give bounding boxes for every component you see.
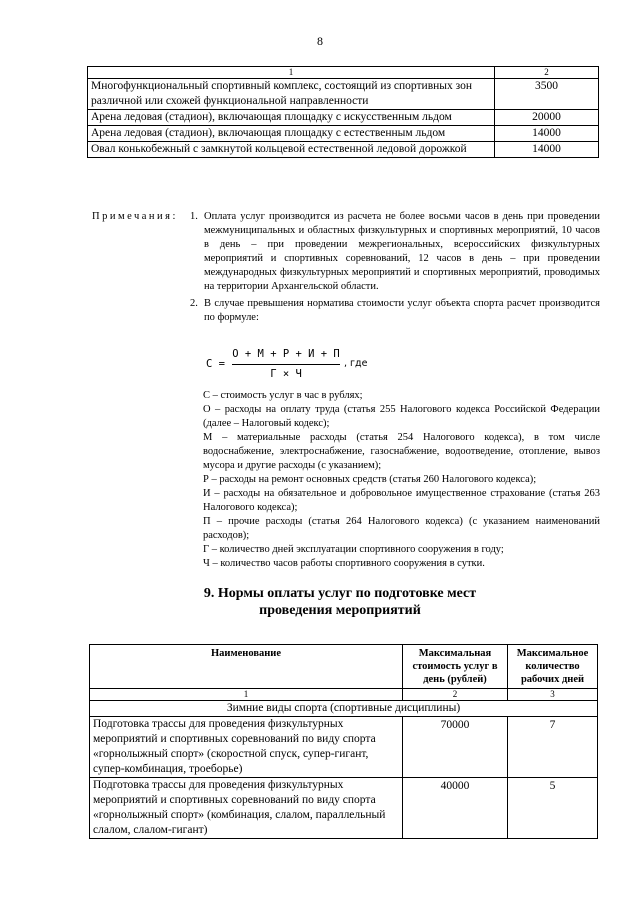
notes-label: Примечания: (92, 211, 178, 222)
service-days: 5 (508, 778, 598, 839)
table-row (90, 717, 598, 778)
formula-numerator: О + М + Р + И + П (232, 348, 340, 360)
column-number-1: 1 (90, 689, 403, 701)
definition-item: С – стоимость услуг в час в рублях; (203, 390, 363, 401)
facility-value: 14000 (495, 142, 599, 158)
formula-definitions (203, 389, 600, 571)
cost-formula (206, 348, 446, 381)
facility-name: Арена ледовая (стадион), включающая площадку с естественным льдом (88, 126, 495, 142)
definition-item: И – расходы на обязательное и добровольное имущественное страхование (статья 263 Налогового кодекса); (203, 488, 600, 513)
column-number-2: 2 (495, 67, 599, 79)
formula-denominator: Г × Ч (270, 368, 302, 380)
definition-item: Р – расходы на ремонт основных средств (статья 260 Налогового кодекса); (203, 474, 537, 485)
formula-tail: , где (344, 358, 368, 369)
service-name: Подготовка трассы для проведения физкультурных мероприятий и спортивных соревнований по виду спорта «горнолыжный спорт» (скоростной спуск, супер-гигант, супер-комбинация, троеборье) (90, 717, 403, 778)
note-number: 1. (190, 211, 198, 222)
header-days: Максимальное количество рабочих дней (508, 645, 598, 689)
facility-value: 3500 (495, 79, 599, 110)
page-number: 8 (317, 34, 323, 48)
note-item (190, 297, 600, 325)
definition-item: П – прочие расходы (статья 264 Налогового кодекса) (с указанием наименований расходов); (203, 516, 600, 541)
facility-name: Многофункциональный спортивный комплекс, состоящий из спортивных зон различной или схожей функциональной направленности (88, 79, 495, 110)
formula-lhs: С = (206, 358, 225, 370)
group-title: Зимние виды спорта (спортивные дисциплины) (90, 701, 598, 717)
column-numbers-row (90, 689, 598, 701)
service-cost: 70000 (403, 717, 508, 778)
facility-value: 14000 (495, 126, 599, 142)
facility-name: Овал конькобежный с замкнутой кольцевой естественной ледовой дорожкой (88, 142, 495, 158)
table-row (88, 110, 599, 126)
note-item (190, 210, 600, 294)
group-row (90, 701, 598, 717)
service-cost: 40000 (403, 778, 508, 839)
facility-name: Арена ледовая (стадион), включающая площадку с искусственным льдом (88, 110, 495, 126)
table-row (90, 778, 598, 839)
definition-item: Г – количество дней эксплуатации спортивного сооружения в году; (203, 544, 504, 555)
table-row (88, 126, 599, 142)
notes-list (190, 210, 600, 325)
section-title (140, 585, 540, 619)
note-text: В случае превышения норматива стоимости услуг объекта спорта расчет производится по формуле: (204, 298, 600, 323)
section-title-line: 9. Нормы оплаты услуг по подготовке мест (203, 586, 477, 601)
definition-item: Ч – количество часов работы спортивного сооружения в сутки. (203, 558, 485, 569)
section-title-line: проведения мероприятий (259, 603, 421, 618)
column-number-3: 3 (508, 689, 598, 701)
facility-value: 20000 (495, 110, 599, 126)
service-days: 7 (508, 717, 598, 778)
header-name: Наименование (90, 645, 403, 689)
table-header-row (88, 67, 599, 79)
table-header-row (90, 645, 598, 689)
column-number-1: 1 (88, 67, 495, 79)
column-number-2: 2 (403, 689, 508, 701)
preparation-rates-table (89, 644, 598, 839)
fraction-bar (232, 364, 340, 365)
sports-facilities-table (87, 66, 599, 158)
table-row (88, 79, 599, 110)
note-text: Оплата услуг производится из расчета не более восьми часов в день при проведении межмуниципальных и областных физкультурных и спортивных мероприятий, 10 часов в день – при проведении межрегиональных, всероссийских физкультурных мероприятий и спортивных соревнований, 12 часов в день – при проведении международных физкультурных мероприятий и спортивных мероприятий, проводимых на территории Архангельской области. (204, 211, 600, 292)
header-cost: Максимальная стоимость услуг в день (рублей) (403, 645, 508, 689)
service-name: Подготовка трассы для проведения физкультурных мероприятий и спортивных соревнований по виду спорта «горнолыжный спорт» (комбинация, слалом, параллельный слалом, слалом-гигант) (90, 778, 403, 839)
definition-item: М – материальные расходы (статья 254 Налогового кодекса), в том числе водоснабжение, электроснабжение, газоснабжение, водоотведение, отопление, вывоз мусора и другие расходы (с указанием); (203, 432, 600, 471)
note-number: 2. (190, 298, 198, 309)
definition-item: О – расходы на оплату труда (статья 255 Налогового кодекса Российской Федерации (далее – Налоговый кодекс); (203, 404, 600, 429)
table-row (88, 142, 599, 158)
